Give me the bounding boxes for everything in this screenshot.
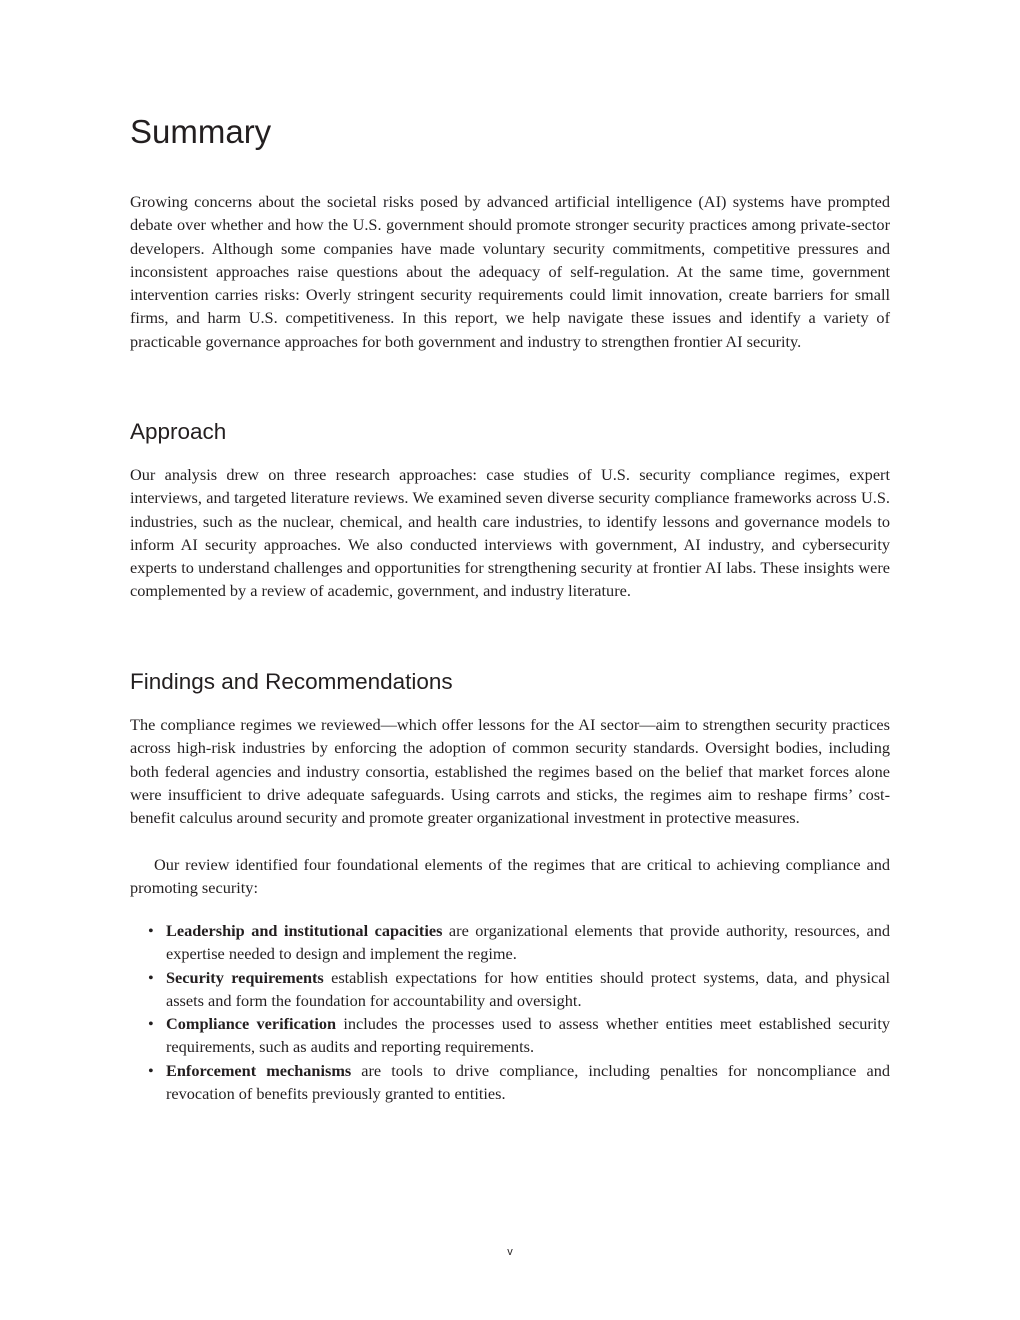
list-item bbox=[130, 919, 890, 966]
intro-paragraph: Growing concerns about the societal risks posed by advanced artificial intelligence (AI) systems have prompted debate over whether and how the U.S. government should promote stronger security practices among private-sector developers. Although some companies have made voluntary security commitments, competitive pressures and inconsistent approaches raise questions about the adequacy of self-regulation. At the same time, government intervention carries risks: Overly stringent security requirements could limit innovation, create barriers for small firms, and harm U.S. competitiveness. In this report, we help navigate these issues and identify a variety of practicable governance approaches for both government and industry to strengthen frontier AI security. bbox=[130, 192, 890, 351]
list-item-term: Compliance verification bbox=[166, 1014, 337, 1034]
list-item-term: Security requirements bbox=[166, 967, 324, 987]
list-item-text: includes the processes used to assess whether entities meet established security requirements, such as audits and reporting requirements. bbox=[166, 1014, 890, 1057]
list-item bbox=[130, 1012, 890, 1059]
approach-heading: Approach bbox=[130, 419, 227, 444]
list-item-text: are organizational elements that provide authority, resources, and expertise needed to design and implement the regime. bbox=[166, 921, 890, 964]
findings-paragraph-1: The compliance regimes we reviewed—which offer lessons for the AI sector—aim to strengthen security practices across high-risk industries by enforcing the adoption of common security standards. Oversight bodies, including both federal agencies and industry consortia, established the regimes based on the belief that market forces alone were insufficient to drive adequate safeguards. Using carrots and sticks, the regimes aim to reshape firms’ cost-benefit calculus around security and promote greater organizational investment in protective measures. bbox=[130, 715, 890, 828]
findings-heading: Findings and Recommendations bbox=[130, 669, 453, 694]
page-number: v bbox=[507, 1246, 513, 1258]
bullet-icon: • bbox=[148, 921, 154, 940]
list-item-text: establish expectations for how entities should protect systems, data, and physical assets and form the foundation for accountability and oversight. bbox=[166, 967, 890, 1010]
findings-paragraph-2: Our review identified four foundational elements of the regimes that are critical to achieving compliance and promoting security: bbox=[130, 855, 890, 898]
list-item-text: are tools to drive compliance, including penalties for noncompliance and revocation of benefits previously granted to entities. bbox=[166, 1060, 890, 1104]
list-item-term: Leadership and institutional capacities bbox=[166, 921, 443, 940]
bullet-icon: • bbox=[148, 1060, 154, 1080]
bullet-icon: • bbox=[148, 1014, 154, 1034]
list-item-term: Enforcement mechanisms bbox=[166, 1060, 352, 1080]
approach-paragraph: Our analysis drew on three research approaches: case studies of U.S. security compliance regimes, expert interviews, and targeted literature reviews. We examined seven diverse security compliance frameworks across U.S. industries, such as the nuclear, chemical, and health care industries, to identify lessons and governance models to inform AI security approaches. We also conducted interviews with government, AI industry, and cybersecurity experts to understand challenges and opportunities for strengthening security at frontier AI labs. These insights were complemented by a review of academic, government, and industry literature. bbox=[130, 465, 890, 601]
page-title: Summary bbox=[130, 113, 272, 150]
foundational-elements-list bbox=[130, 919, 890, 1105]
list-item bbox=[130, 966, 890, 1013]
bullet-icon: • bbox=[148, 967, 154, 987]
list-item bbox=[130, 1059, 890, 1106]
